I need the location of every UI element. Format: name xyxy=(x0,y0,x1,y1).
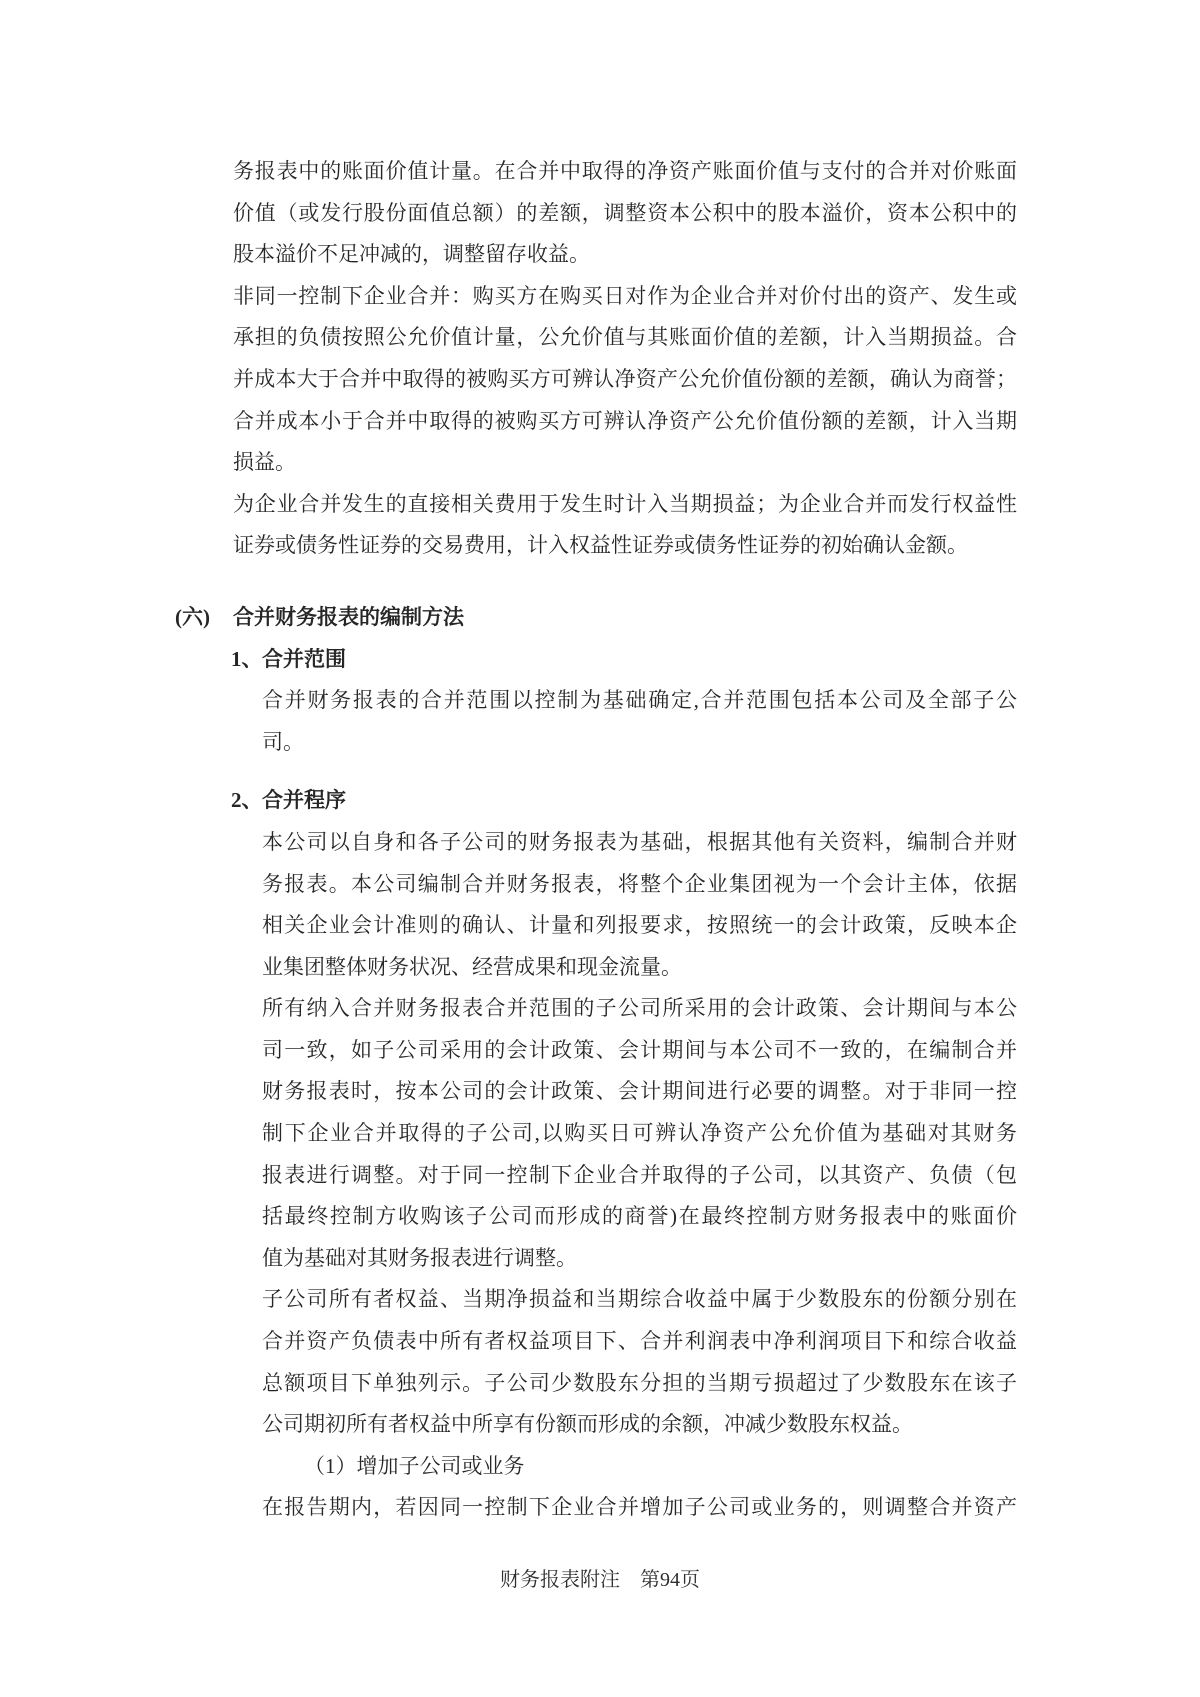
text-line: 公司期初所有者权益中所享有份额而形成的余额，冲减少数股东权益。 xyxy=(262,1412,913,1437)
text-line: 承担的负债按照公允价值计量，公允价值与其账面价值的差额，计入当期损益。合 xyxy=(233,325,1017,350)
text-line: 所有纳入合并财务报表合并范围的子公司所采用的会计政策、会计期间与本公 xyxy=(262,996,1017,1021)
paragraph xyxy=(262,680,1017,763)
text-line: 值为基础对其财务报表进行调整。 xyxy=(262,1245,577,1270)
text-line: 司一致，如子公司采用的会计政策、会计期间与本公司不一致的，在编制合并 xyxy=(262,1037,1017,1062)
text-line: 括最终控制方收购该子公司而形成的商誉)在最终控制方财务报表中的账面价 xyxy=(262,1204,1017,1229)
paragraph xyxy=(304,1446,1017,1488)
text-line: 报表进行调整。对于同一控制下企业合并取得的子公司，以其资产、负债（包 xyxy=(262,1162,1017,1187)
paragraph xyxy=(262,1279,1017,1445)
text-line: 在报告期内，若因同一控制下企业合并增加子公司或业务的，则调整合并资产 xyxy=(262,1495,1017,1520)
text-line: （1）增加子公司或业务 xyxy=(304,1453,525,1478)
text-line: 制下企业合并取得的子公司,以购买日可辨认净资产公允价值为基础对其财务 xyxy=(262,1121,1017,1146)
text-line: 并成本大于合并中取得的被购买方可辨认净资产公允价值份额的差额，确认为商誉； xyxy=(233,366,1017,391)
text-line: 财务报表时，按本公司的会计政策、会计期间进行必要的调整。对于非同一控 xyxy=(262,1079,1017,1104)
text-line: 合并成本小于合并中取得的被购买方可辨认净资产公允价值份额的差额，计入当期 xyxy=(233,408,1017,433)
heading-title: 合并财务报表的编制方法 xyxy=(233,604,464,629)
section-heading xyxy=(231,780,1200,822)
text-line: 损益。 xyxy=(233,450,296,475)
text-line: 相关企业会计准则的确认、计量和列报要求，按照统一的会计政策，反映本企 xyxy=(262,913,1017,938)
heading-title: 合并程序 xyxy=(262,788,346,813)
text-line: 务报表中的账面价值计量。在合并中取得的净资产账面价值与支付的合并对价账面 xyxy=(233,159,1017,183)
text-line: 证券或债务性证券的交易费用，计入权益性证券或债务性证券的初始确认金额。 xyxy=(233,533,968,558)
paragraph xyxy=(262,822,1017,988)
text-line: 合并财务报表的合并范围以控制为基础确定,合并范围包括本公司及全部子公 xyxy=(262,688,1017,713)
paragraph xyxy=(233,484,1017,567)
text-line: 本公司以自身和各子公司的财务报表为基础，根据其他有关资料，编制合并财 xyxy=(262,829,1017,854)
paragraph xyxy=(262,1487,1017,1529)
text-line: 股本溢价不足冲减的，调整留存收益。 xyxy=(233,242,590,267)
heading-number: (六) xyxy=(175,604,210,629)
text-line: 总额项目下单独列示。子公司少数股东分担的当期亏损超过了少数股东在该子 xyxy=(262,1370,1017,1395)
footer-text: 财务报表附注 第94页 xyxy=(500,1569,700,1591)
paragraph xyxy=(233,276,1017,484)
text-line: 子公司所有者权益、当期净损益和当期综合收益中属于少数股东的份额分别在 xyxy=(262,1287,1017,1312)
text-line: 为企业合并发生的直接相关费用于发生时计入当期损益；为企业合并而发行权益性 xyxy=(233,491,1017,516)
paragraph xyxy=(262,988,1017,1279)
heading-number: 1、 xyxy=(231,646,263,671)
heading-title: 合并范围 xyxy=(262,646,346,671)
text-line: 务报表。本公司编制合并财务报表，将整个企业集团视为一个会计主体，依据 xyxy=(262,871,1017,896)
text-line: 价值（或发行股份面值总额）的差额，调整资本公积中的股本溢价，资本公积中的 xyxy=(233,200,1017,225)
text-line: 非同一控制下企业合并：购买方在购买日对作为企业合并对价付出的资产、发生或 xyxy=(233,283,1017,308)
page-footer xyxy=(0,1565,1200,1595)
text-line: 司。 xyxy=(262,729,304,754)
section-heading xyxy=(231,639,1200,681)
heading-number: 2、 xyxy=(231,788,263,813)
paragraph xyxy=(233,151,1017,276)
text-line: 合并资产负债表中所有者权益项目下、合并利润表中净利润项目下和综合收益 xyxy=(262,1329,1017,1354)
text-line: 业集团整体财务状况、经营成果和现金流量。 xyxy=(262,954,682,979)
section-heading xyxy=(175,597,1200,639)
